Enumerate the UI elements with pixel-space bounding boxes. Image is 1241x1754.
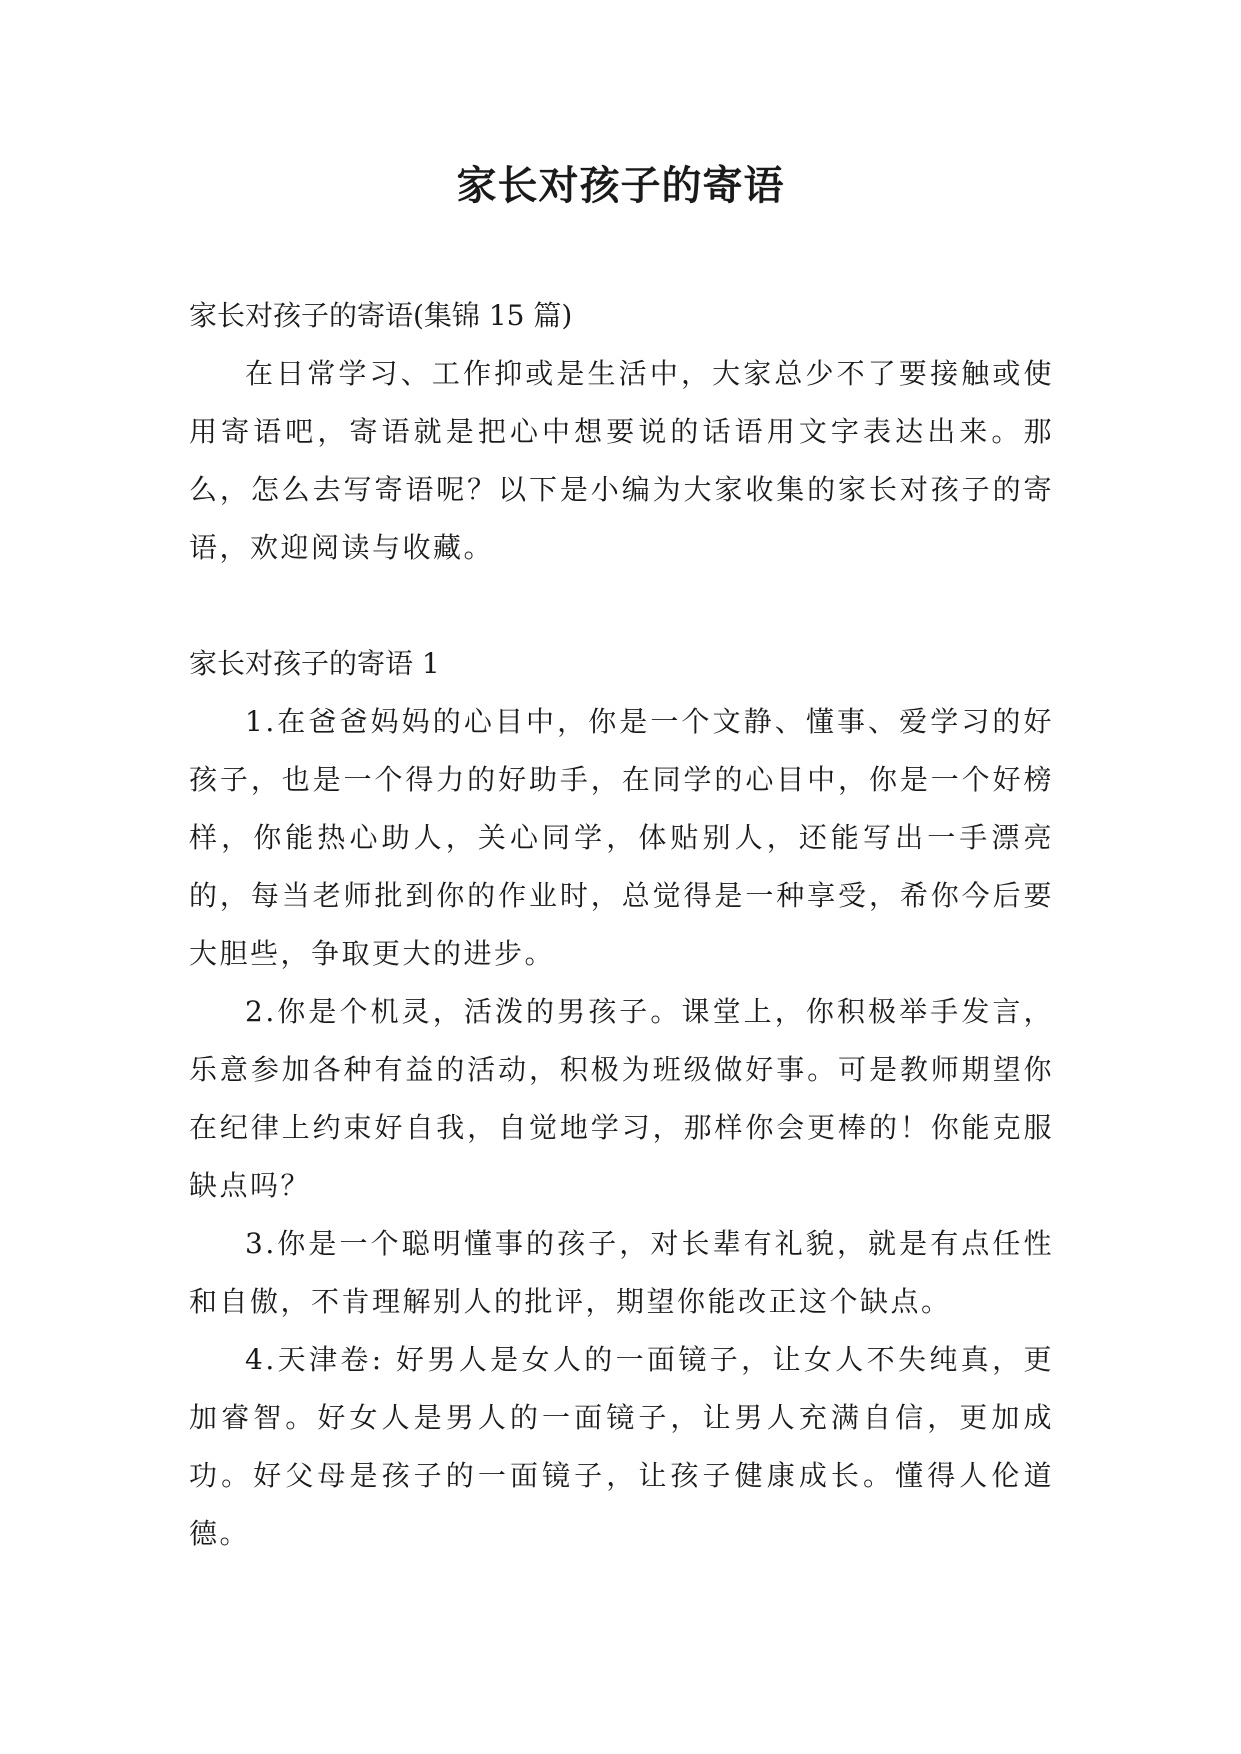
list-item: 1.在爸爸妈妈的心目中，你是一个文静、懂事、爱学习的好孩子，也是一个得力的好助手，在同学的心目中，你是一个好榜样，你能热心助人，关心同学，体贴别人，还能写出一手漂亮的，每当老师批到你的作业时，总觉得是一种享受，希你今后要大胆些，争取更大的进步。 (189, 705, 1054, 970)
intro-paragraph: 在日常学习、工作抑或是生活中，大家总少不了要接触或使用寄语吧，寄语就是把心中想要说的话语用文字表达出来。那么，怎么去写寄语呢？以下是小编为大家收集的家长对孩子的寄语，欢迎阅读与收藏。 (189, 357, 1054, 564)
document-body (189, 287, 1054, 1563)
list-item: 3.你是一个聪明懂事的孩子，对长辈有礼貌，就是有点任性和自傲，不肯理解别人的批评，期望你能改正这个缺点。 (189, 1227, 1054, 1318)
document-subtitle: 家长对孩子的寄语(集锦 15 篇) (189, 299, 573, 332)
list-item: 4.天津卷: 好男人是女人的一面镜子，让女人不失纯真，更加睿智。好女人是男人的一面镜子，让男人充满自信，更加成功。好父母是孩子的一面镜子，让孩子健康成长。懂得人伦道德。 (189, 1343, 1054, 1550)
document-title: 家长对孩子的寄语 (456, 162, 785, 209)
section-heading: 家长对孩子的寄语 1 (189, 647, 440, 680)
list-item: 2.你是个机灵，活泼的男孩子。课堂上，你积极举手发言，乐意参加各种有益的活动，积极为班级做好事。可是教师期望你在纪律上约束好自我，自觉地学习，那样你会更棒的！你能克服缺点吗？ (189, 995, 1054, 1202)
